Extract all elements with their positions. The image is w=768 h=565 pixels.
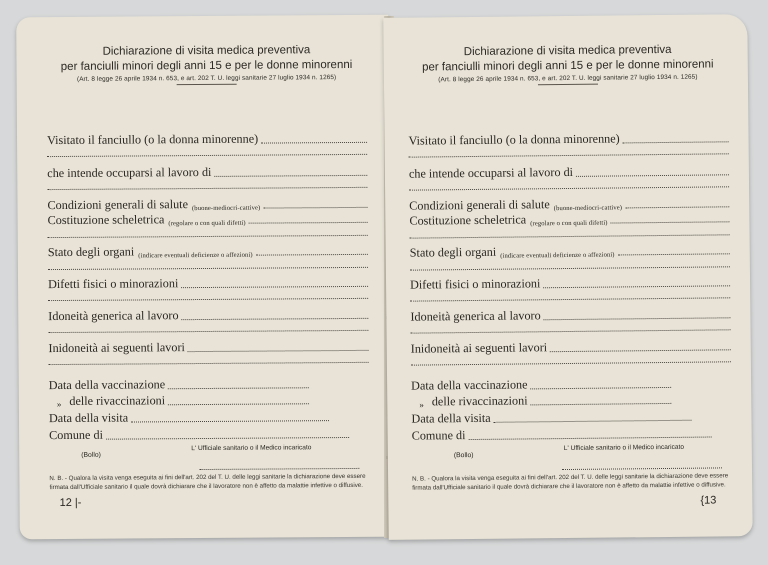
title-line-2: per fanciulli minori degli anni 15 e per le donne minorenni xyxy=(421,58,714,74)
right-page xyxy=(383,14,752,540)
field-organi: Stato degli organi (indicare eventuali deficienze o affezioni) xyxy=(48,243,368,260)
left-form xyxy=(46,43,366,491)
title-line-2: per fanciulli minori degli anni 15 e per le donne minorenni xyxy=(60,58,353,73)
blank-line xyxy=(48,266,368,270)
blank-line xyxy=(48,234,368,238)
blank-line xyxy=(47,153,367,157)
right-form xyxy=(408,42,729,492)
field-occupazione: che intende occuparsi al lavoro di xyxy=(47,164,367,181)
field-visita: Data della visita xyxy=(49,409,329,426)
signature-line xyxy=(562,466,722,470)
field-inidoneita: Inidoneità ai seguenti lavori xyxy=(48,339,368,356)
blank-line xyxy=(48,329,368,333)
form-title xyxy=(46,43,366,86)
field-vaccinazione: Data della vaccinazione xyxy=(49,376,309,393)
signature-line xyxy=(199,467,359,470)
bollo-label: (Bollo) xyxy=(81,451,101,459)
page-number-right: {13 xyxy=(700,494,717,507)
blank-line xyxy=(48,297,368,301)
field-condizioni: Condizioni generali di salute (buone-mediocri-cattive) xyxy=(47,196,367,213)
signature-label: L' Ufficiale sanitario o il Medico incaricato xyxy=(563,443,685,453)
blank-line xyxy=(411,360,731,365)
field-difetti: Difetti fisici o minorazioni xyxy=(48,275,368,292)
blank-line xyxy=(47,186,367,190)
blank-line xyxy=(410,296,730,301)
title-line-3: (Art. 8 legge 26 aprile 1934 n. 653, e art. 202 T. U. leggi sanitarie 27 luglio 1934 n. 1265) xyxy=(438,73,698,84)
field-condizioni: Condizioni generali di salute (buone-mediocri-cattive) xyxy=(409,195,729,213)
field-vaccinazione: Data della vaccinazione xyxy=(411,376,671,394)
field-costituzione: Costituzione scheletrica (regolare o con quali difetti) xyxy=(409,210,729,228)
blank-line xyxy=(410,265,730,270)
blank-line xyxy=(410,233,730,238)
footnote: N. B. - Qualora la visita venga eseguita ai fini dell'art. 202 del T. U. delle leggi sanitarie la dichiarazione deve essere firmata dall'Ufficiale sanitario il quale dovrà dichiarare che il lavoratore non è affetto da malattie infettive o diffusive. xyxy=(49,472,366,491)
form-title xyxy=(408,42,728,86)
title-line-1: Dichiarazione di visita medica preventiva xyxy=(463,43,672,59)
title-rule xyxy=(538,84,598,86)
field-rivaccinazioni: » delle rivaccinazioni xyxy=(57,392,309,409)
blank-line xyxy=(409,152,729,157)
field-idoneita: Idoneità generica al lavoro xyxy=(48,307,368,324)
left-page xyxy=(16,15,392,540)
field-visitato: Visitato il fanciullo (o la donna minorenne) xyxy=(408,130,728,148)
signature-label: L' Ufficiale sanitario o il Medico incaricato xyxy=(191,444,312,453)
blank-line xyxy=(49,361,369,365)
field-organi: Stato degli organi (indicare eventuali deficienze o affezioni) xyxy=(410,242,730,260)
field-idoneita: Idoneità generica al lavoro xyxy=(410,306,730,324)
field-visita: Data della visita xyxy=(411,409,691,427)
bollo-label: (Bollo) xyxy=(453,451,474,460)
title-line-3: (Art. 8 legge 26 aprile 1934 n. 653, e art. 202 T. U. leggi sanitarie 27 luglio 1934 n. 1265) xyxy=(76,74,337,83)
field-costituzione: Costituzione scheletrica (regolare o con quali difetti) xyxy=(48,211,368,228)
field-comune: Comune di xyxy=(49,426,349,443)
open-booklet xyxy=(14,16,754,546)
field-visitato: Visitato il fanciullo (o la donna minorenne) xyxy=(47,131,367,148)
field-difetti: Difetti fisici o minorazioni xyxy=(410,274,730,292)
field-rivaccinazioni: » delle rivaccinazioni xyxy=(419,392,671,410)
title-rule xyxy=(177,84,237,85)
blank-line xyxy=(409,185,729,190)
field-inidoneita: Inidoneità ai seguenti lavori xyxy=(411,338,731,356)
field-comune: Comune di xyxy=(412,426,712,444)
footnote: N. B. - Qualora la visita venga eseguita ai fini dell'art. 202 del T. U. delle leggi sanitarie la dichiarazione deve essere firmata dall'Ufficiale sanitario il quale dovrà dichiarare che il lavoratore non è affetto da malattie infettive o diffusive. xyxy=(412,472,729,492)
title-line-1: Dichiarazione di visita medica preventiva xyxy=(102,44,311,58)
page-number-left: 12 |- xyxy=(59,496,82,510)
blank-line xyxy=(411,328,731,333)
field-occupazione: che intende occuparsi al lavoro di xyxy=(409,163,729,181)
